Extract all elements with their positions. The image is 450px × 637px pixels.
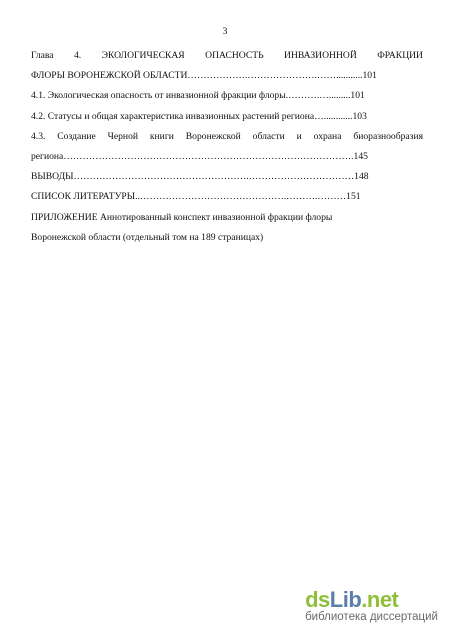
toc-entry-chapter-4-line1: Глава 4. ЭКОЛОГИЧЕСКАЯ ОПАСНОСТЬ ИНВАЗИОННОЙ ФРАКЦИИ [31,50,423,61]
toc-entry-section-4-3-line1: 4.3. Создание Черной книги Воронежской области и охрана биоразнообразия [31,130,423,142]
logo-text-lib: Lib [329,587,362,612]
toc-entry-chapter-4-line2: ФЛОРЫ ВОРОНЕЖСКОЙ ОБЛАСТИ……………….………………….……...........101 [31,70,377,82]
table-of-contents [31,46,423,248]
watermark-subtitle: библиотека диссертаций [305,611,438,623]
logo-text-net: .net [361,587,399,612]
toc-entry-conclusions: ВЫВОДЫ……………………………………………….……………………………148 [31,171,369,183]
page-number: 3 [222,27,228,37]
watermark-logo [305,587,438,623]
toc-entry-section-4-1: 4.1. Экологическая опасность от инвазионной фракции флоры.……….….........101 [31,90,365,102]
toc-entry-appendix-line2: Воронежской области (отдельный том на 189 страницах) [31,231,264,243]
toc-entry-references: СПИСОК ЛИТЕРАТУРЫ..……………………………………….……….………151 [31,191,361,203]
dslib-logo [305,587,438,613]
toc-entry-section-4-3-line2: региона……………………………………………………………………………….145 [31,151,368,163]
logo-text-ds: ds [305,587,330,612]
toc-entry-appendix-line1: ПРИЛОЖЕНИЕ Аннотированный конспект инвазионной фракции флоры [31,211,333,223]
toc-entry-section-4-2: 4.2. Статусы и общая характеристика инвазионных растений региона…............103 [31,110,367,122]
